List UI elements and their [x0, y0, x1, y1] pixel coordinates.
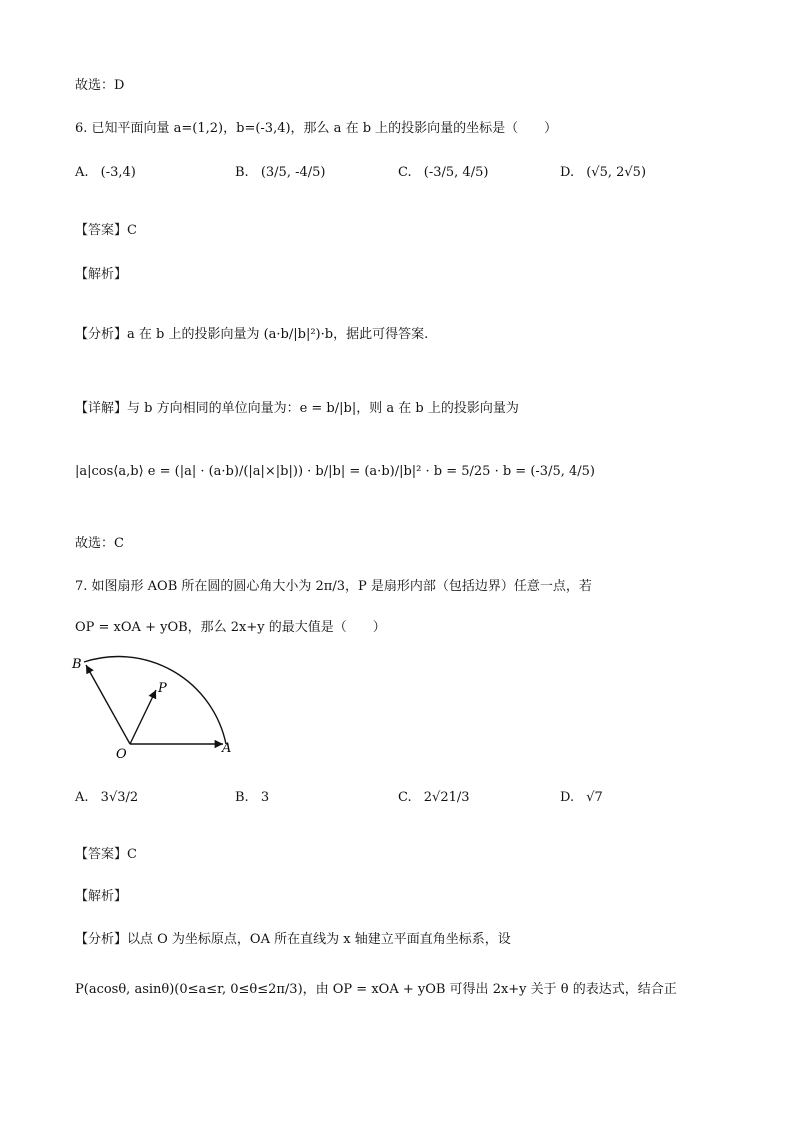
q7-fenxi-line1: 【分析】以点 O 为坐标原点，OA 所在直线为 x 轴建立平面直角坐标系，设: [75, 932, 511, 947]
q7-option-a: [75, 790, 138, 805]
sector-figure: [60, 640, 260, 770]
option-text: √7: [586, 790, 603, 805]
q6-option-d: [560, 165, 646, 180]
q6-option-a: [75, 165, 136, 180]
q6-analysis-label: 【解析】: [75, 267, 128, 282]
label-o: O: [116, 747, 127, 762]
q7-analysis-label: 【解析】: [75, 889, 128, 904]
q7-option-c: [398, 790, 470, 805]
option-letter: D.: [560, 790, 575, 805]
option-letter: B.: [235, 165, 249, 180]
option-letter: C.: [398, 165, 412, 180]
option-text: (-3,4): [100, 165, 136, 180]
q7-stem-line2: OP = xOA + yOB，那么 2x+y 的最大值是（ ）: [75, 620, 386, 635]
option-text: (-3/5, 4/5): [423, 165, 489, 180]
option-letter: C.: [398, 790, 412, 805]
label-b: B: [72, 657, 82, 672]
q6-answer: 【答案】C: [75, 223, 137, 238]
q7-fenxi-line2: P(acosθ, asinθ)(0≤a≤r, 0≤θ≤2π/3)，由 OP = xOA + yOB 可得出 2x+y 关于 θ 的表达式，结合正: [75, 982, 677, 997]
q6-result: 故选：C: [75, 536, 124, 551]
option-text: 3√3/2: [100, 790, 139, 805]
q6-stem: 6. 已知平面向量 a=(1,2)，b=(-3,4)，那么 a 在 b 上的投影向量的坐标是（ ）: [75, 121, 558, 136]
q7-option-b: [235, 790, 269, 805]
q7-answer: 【答案】C: [75, 847, 137, 862]
vector-op: [130, 690, 156, 744]
label-a: A: [222, 741, 232, 756]
q6-fenxi: 【分析】a 在 b 上的投影向量为 (a·b/|b|²)·b，据此可得答案.: [75, 327, 429, 342]
option-letter: D.: [560, 165, 575, 180]
option-text: 3: [260, 790, 270, 805]
option-text: 2√21/3: [423, 790, 470, 805]
q5-result: 故选：D: [75, 78, 125, 93]
option-text: (√5, 2√5): [586, 165, 647, 180]
option-letter: A.: [75, 165, 89, 180]
q7-option-d: [560, 790, 603, 805]
option-letter: B.: [235, 790, 249, 805]
q7-stem-line1: 7. 如图扇形 AOB 所在圆的圆心角大小为 2π/3，P 是扇形内部（包括边界）任意一点，若: [75, 579, 592, 594]
option-text: (3/5, -4/5): [260, 165, 326, 180]
option-letter: A.: [75, 790, 89, 805]
vector-ob: [86, 665, 130, 744]
label-p: P: [158, 681, 167, 696]
q6-option-b: [235, 165, 325, 180]
q6-formula: |a|cos⟨a,b⟩ e = (|a| · (a·b)/(|a|×|b|)) · b/|b| = (a·b)/|b|² · b = 5/25 · b = (-3/5, 4/5): [75, 464, 595, 479]
q6-option-c: [398, 165, 488, 180]
q6-xiangjie: 【详解】与 b 方向相同的单位向量为：e = b/|b|，则 a 在 b 上的投影向量为: [75, 401, 519, 416]
